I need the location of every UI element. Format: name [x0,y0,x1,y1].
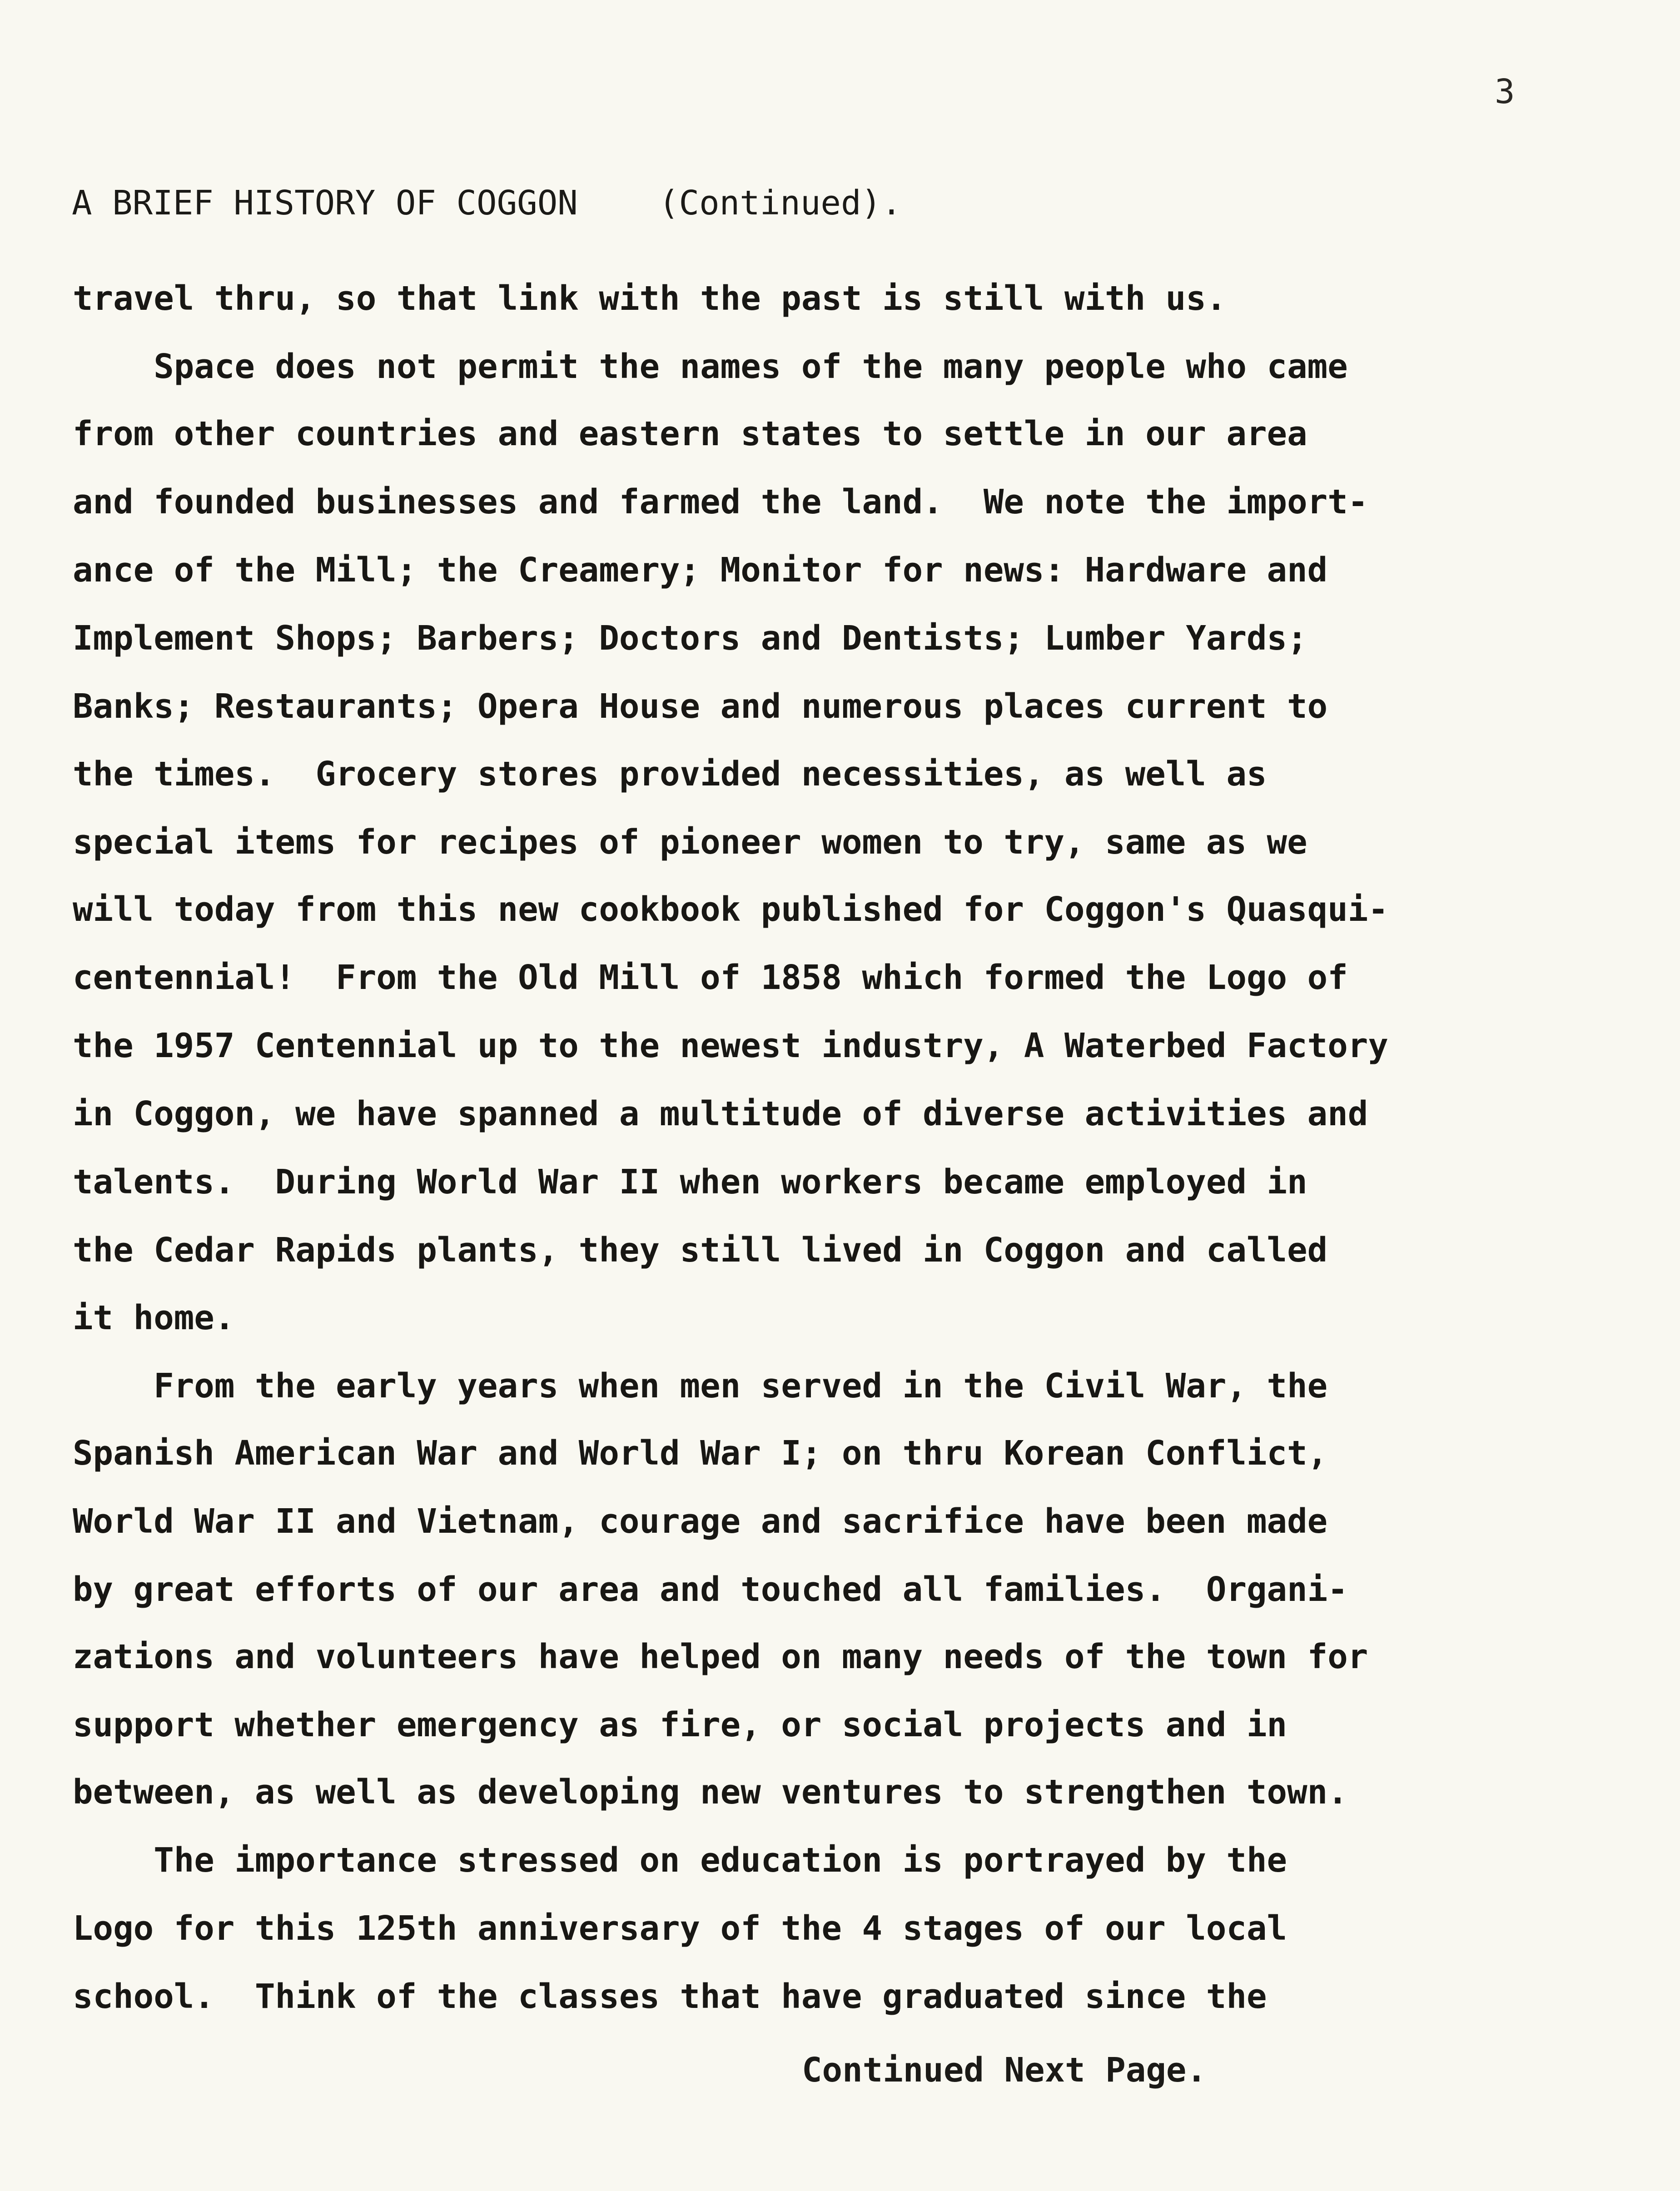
body-line: the times. Grocery stores provided necessities, as well as [73,755,1267,794]
body-line: Spanish American War and World War I; on thru Korean Conflict, [73,1434,1328,1473]
body-line: centennial! From the Old Mill of 1858 which formed the Logo of [73,958,1348,997]
body-line: Logo for this 125th anniversary of the 4 stages of our local [73,1909,1287,1948]
body-line: by great efforts of our area and touched all families. Organi- [73,1570,1348,1609]
body-line: between, as well as developing new ventures to strengthen town. [73,1773,1348,1812]
body-line: Implement Shops; Barbers; Doctors and Dentists; Lumber Yards; [73,619,1307,658]
body-line: Banks; Restaurants; Opera House and numerous places current to [73,687,1328,726]
body-line: special items for recipes of pioneer women to try, same as we [73,823,1307,862]
page-title: A BRIEF HISTORY OF COGGON (Continued). [72,184,902,223]
body-line: in Coggon, we have spanned a multitude of diverse activities and [73,1094,1368,1133]
body-line: Space does not permit the names of the many people who came [73,347,1348,386]
body-line: travel thru, so that link with the past is still with us. [73,279,1227,318]
body-line: World War II and Vietnam, courage and sacrifice have been made [73,1502,1328,1541]
body-line: it home. [73,1298,235,1337]
body-line: ance of the Mill; the Creamery; Monitor for news: Hardware and [73,551,1328,590]
body-line: and founded businesses and farmed the land. We note the import- [73,482,1368,522]
body-line: The importance stressed on education is portrayed by the [73,1841,1287,1880]
body-line: talents. During World War II when workers became employed in [73,1163,1307,1202]
body-line: the Cedar Rapids plants, they still lived in Coggon and called [73,1231,1328,1270]
body-line: the 1957 Centennial up to the newest industry, A Waterbed Factory [73,1026,1388,1065]
body-line: zations and volunteers have helped on many needs of the town for [73,1637,1368,1676]
continued-note: Continued Next Page. [802,2051,1207,2090]
body-line: school. Think of the classes that have graduated since the [73,1977,1267,2016]
body-line: from other countries and eastern states to settle in our area [73,414,1307,453]
body-line: From the early years when men served in the Civil War, the [73,1366,1328,1406]
body-line: support whether emergency as fire, or social projects and in [73,1705,1287,1744]
page-number: 3 [1495,72,1515,111]
body-line: will today from this new cookbook published for Coggon's Quasqui- [73,890,1388,929]
